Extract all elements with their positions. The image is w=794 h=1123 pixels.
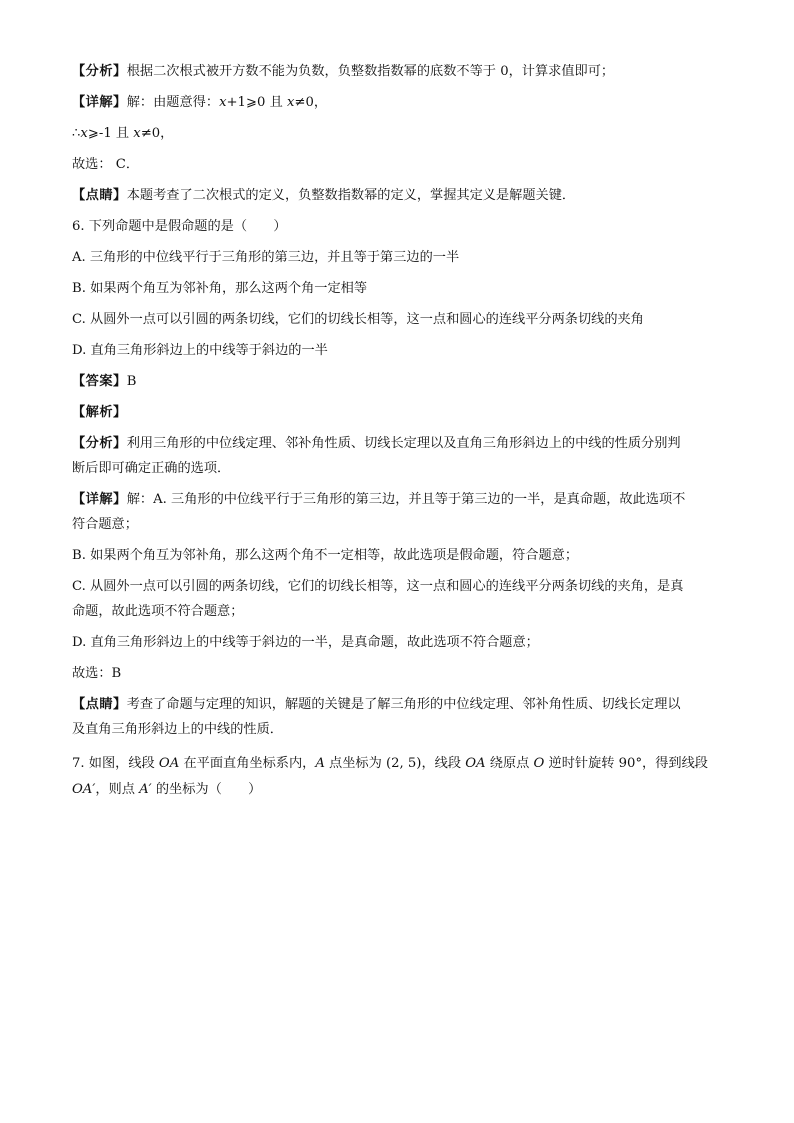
q6-option-c bbox=[72, 310, 722, 330]
detail-text: 命题，故此选项不符合题意； bbox=[72, 604, 244, 619]
origin-o: O bbox=[533, 756, 545, 771]
segment-oa-prime: OA′ bbox=[72, 782, 96, 797]
option-text: C. 从圆外一点可以引圆的两条切线，它们的切线长相等，这一点和圆心的连线平分两条切线的夹角 bbox=[72, 312, 644, 327]
analysis-tag: 【分析】 bbox=[72, 436, 127, 451]
q5-therefore bbox=[72, 124, 722, 144]
q6-detail-c-line1 bbox=[72, 577, 722, 597]
point-a-prime: A′ bbox=[139, 782, 152, 797]
q6-option-d bbox=[72, 341, 722, 361]
segment-oa: OA bbox=[158, 756, 180, 771]
therefore-text: ≠0， bbox=[140, 126, 174, 141]
analysis-tag: 【分析】 bbox=[72, 64, 127, 79]
detail-text: D. 直角三角形斜边上的中线等于斜边的一半，是真命题，故此选项不符合题意； bbox=[72, 635, 539, 650]
comment-text: 及直角三角形斜边上的中线的性质． bbox=[72, 722, 283, 737]
therefore-text: ⩾-1 且 bbox=[87, 126, 134, 141]
q6-detail-c-line2 bbox=[72, 602, 722, 622]
choose-text: 故选：B bbox=[72, 666, 122, 681]
detail-text: B. 如果两个角互为邻补角，那么这两个角不一定相等，故此选项是假命题，符合题意； bbox=[72, 548, 579, 563]
q6-comment-line1 bbox=[72, 695, 722, 715]
choose-text: 故选： C． bbox=[72, 157, 140, 172]
math-x: x bbox=[80, 126, 88, 141]
comment-text: 本题考查了二次根式的定义，负整数指数幂的定义，掌握其定义是解题关键． bbox=[126, 188, 576, 203]
q6-answer bbox=[72, 372, 722, 392]
comment-text: 考查了命题与定理的知识，解题的关键是了解三角形的中位线定理、邻补角性质、切线长定理以 bbox=[126, 697, 681, 712]
q7-text: 在平面直角坐标系内， bbox=[179, 756, 316, 771]
coordinate: (2, 5) bbox=[386, 756, 422, 771]
detail-text: 符合题意； bbox=[72, 517, 138, 532]
answer-value: B bbox=[126, 374, 137, 389]
q5-comment bbox=[72, 186, 722, 206]
therefore-symbol: ∴ bbox=[72, 126, 81, 141]
q6-detail-d bbox=[72, 633, 722, 653]
segment-oa: OA bbox=[465, 756, 486, 771]
detail-tag: 【详解】 bbox=[72, 95, 127, 110]
q5-choose bbox=[72, 155, 722, 175]
answer-tag: 【答案】 bbox=[72, 374, 127, 389]
detail-text: +1⩾0 且 bbox=[226, 95, 287, 110]
point-a: A bbox=[315, 756, 325, 771]
q7-text: 的坐标为（ ） bbox=[151, 782, 262, 797]
comment-tag: 【点睛】 bbox=[72, 697, 127, 712]
q7-text: 点坐标为 bbox=[324, 756, 386, 771]
q6-choose bbox=[72, 664, 722, 684]
q5-detail bbox=[72, 93, 722, 113]
detail-text: 解：由题意得： bbox=[126, 95, 220, 110]
q7-text: 逆时针旋转 90°，得到线段 bbox=[544, 756, 708, 771]
q6-analysis-line2 bbox=[72, 459, 722, 479]
math-x: x bbox=[219, 95, 227, 110]
explanation-tag: 【解析】 bbox=[72, 405, 127, 420]
q7-text: 绕原点 bbox=[485, 756, 534, 771]
q6-detail-b bbox=[72, 546, 722, 566]
q7-text: ，线段 bbox=[421, 756, 466, 771]
math-x: x bbox=[133, 126, 141, 141]
math-x: x bbox=[286, 95, 295, 110]
q5-analysis bbox=[72, 62, 722, 82]
q6-analysis-line1 bbox=[72, 434, 722, 454]
document-page bbox=[72, 62, 722, 814]
comment-tag: 【点睛】 bbox=[72, 188, 127, 203]
q7-text: ，则点 bbox=[95, 782, 140, 797]
detail-tag: 【详解】 bbox=[72, 492, 127, 507]
q7-text: 7. 如图，线段 bbox=[72, 756, 159, 771]
option-text: A. 三角形的中位线平行于三角形的第三边，并且等于第三边的一半 bbox=[72, 250, 460, 265]
q6-detail-a-line2 bbox=[72, 515, 722, 535]
detail-text: 解：A. 三角形的中位线平行于三角形的第三边，并且等于第三边的一半，是真命题，故此选项不 bbox=[126, 492, 686, 507]
question-stem: 6. 下列命题中是假命题的是（ ） bbox=[72, 219, 287, 234]
q6-comment-line2 bbox=[72, 720, 722, 740]
analysis-text: 断后即可确定正确的选项． bbox=[72, 461, 231, 476]
q6-detail-a-line1 bbox=[72, 490, 722, 510]
q7-stem bbox=[72, 751, 722, 803]
q6-stem bbox=[72, 217, 722, 237]
option-text: D. 直角三角形斜边上的中线等于斜边的一半 bbox=[72, 343, 328, 358]
q6-option-a bbox=[72, 248, 722, 268]
q6-option-b bbox=[72, 279, 722, 299]
analysis-text: 根据二次根式被开方数不能为负数，负整数指数幂的底数不等于 0，计算求值即可； bbox=[126, 64, 615, 79]
detail-text: ≠0， bbox=[294, 95, 328, 110]
analysis-text: 利用三角形的中位线定理、邻补角性质、切线长定理以及直角三角形斜边上的中线的性质分别判 bbox=[126, 436, 681, 451]
option-text: B. 如果两个角互为邻补角，那么这两个角一定相等 bbox=[72, 281, 368, 296]
q6-jiexi bbox=[72, 403, 722, 423]
detail-text: C. 从圆外一点可以引圆的两条切线，它们的切线长相等，这一点和圆心的连线平分两条切线的夹角，是真 bbox=[72, 579, 684, 594]
